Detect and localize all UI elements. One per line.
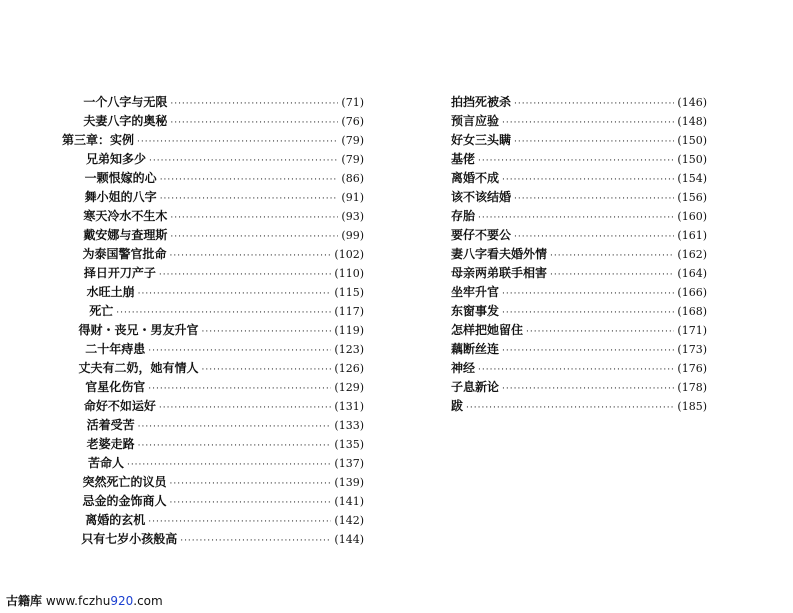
entry-title: 兄弟知多少 bbox=[86, 152, 147, 166]
page-number: (162) bbox=[677, 248, 707, 261]
toc-entry bbox=[62, 93, 364, 112]
entry-title: 跋 bbox=[451, 399, 464, 413]
entry-title: 为泰国警官批命 bbox=[82, 247, 167, 261]
toc-entry bbox=[62, 264, 364, 283]
page-number: (119) bbox=[334, 324, 364, 337]
toc-entry bbox=[451, 169, 707, 188]
entry-title: 离婚不成 bbox=[451, 171, 500, 185]
entry-title: 命好不如运好 bbox=[83, 399, 156, 413]
entry-title: 寒天冷水不生木 bbox=[83, 209, 168, 223]
entry-title: 离婚的玄机 bbox=[85, 513, 146, 527]
entry-title: 东窗事发 bbox=[451, 304, 500, 318]
toc-entry bbox=[62, 416, 364, 435]
entry-title: 基佬 bbox=[451, 152, 476, 166]
page-number: (129) bbox=[334, 381, 364, 394]
toc-entry bbox=[451, 131, 707, 150]
toc-entry bbox=[451, 93, 707, 112]
entry-title: 二十年痔患 bbox=[85, 342, 146, 356]
page-number: (144) bbox=[334, 533, 364, 546]
entry-title: 老婆走路 bbox=[86, 437, 135, 451]
page-number: (146) bbox=[677, 96, 707, 109]
page-number: (156) bbox=[677, 191, 707, 204]
toc-entry bbox=[451, 150, 707, 169]
toc-entry bbox=[62, 473, 364, 492]
footer-site-name: 古籍库 bbox=[6, 594, 43, 608]
watermark-footer bbox=[6, 592, 163, 609]
toc-entry bbox=[62, 150, 364, 169]
page-number: (185) bbox=[677, 400, 707, 413]
entry-title: 苦命人 bbox=[87, 456, 124, 470]
entry-title: 好女三头瞒 bbox=[451, 133, 512, 147]
page-number: (173) bbox=[677, 343, 707, 356]
toc-entry bbox=[62, 131, 364, 150]
entry-title: 活着受苦 bbox=[86, 418, 135, 432]
entry-title: 要仔不要公 bbox=[451, 228, 512, 242]
page-number: (79) bbox=[341, 153, 364, 166]
entry-title: 预言应验 bbox=[451, 114, 500, 128]
entry-title: 突然死亡的议员 bbox=[82, 475, 167, 489]
entry-title: 舞小姐的八字 bbox=[84, 190, 157, 204]
toc-entry bbox=[62, 340, 364, 359]
entry-title: 该不该结婚 bbox=[451, 190, 512, 204]
page-number: (154) bbox=[677, 172, 707, 185]
toc-entry bbox=[62, 359, 364, 378]
page-number: (142) bbox=[334, 514, 364, 527]
page-number: (91) bbox=[341, 191, 364, 204]
toc-entry bbox=[451, 188, 707, 207]
page-number: (126) bbox=[334, 362, 364, 375]
toc-entry bbox=[62, 378, 364, 397]
entry-title: 官星化伤官 bbox=[85, 380, 146, 394]
toc-entry bbox=[62, 435, 364, 454]
entry-title: 坐牢升官 bbox=[451, 285, 500, 299]
toc-entry bbox=[451, 245, 707, 264]
page-number: (102) bbox=[334, 248, 364, 261]
entry-title: 妻八字看夫婚外情 bbox=[451, 247, 548, 261]
entry-title: 夫妻八字的奥秘 bbox=[83, 114, 168, 128]
entry-title: 拍挡死被杀 bbox=[451, 95, 512, 109]
entry-title: 一颗恨嫁的心 bbox=[84, 171, 157, 185]
entry-title: 子息新论 bbox=[451, 380, 500, 394]
page-number: (71) bbox=[341, 96, 364, 109]
entry-title: 母亲两弟联手相害 bbox=[451, 266, 548, 280]
toc-entry bbox=[62, 245, 364, 264]
entry-title: 只有七岁小孩般高 bbox=[81, 532, 178, 546]
toc-entry bbox=[62, 112, 364, 131]
toc-entry bbox=[451, 283, 707, 302]
page-number: (76) bbox=[341, 115, 364, 128]
toc-entry bbox=[451, 207, 707, 226]
entry-title: 戴安娜与查理斯 bbox=[83, 228, 168, 242]
page-number: (123) bbox=[334, 343, 364, 356]
page-number: (137) bbox=[334, 457, 364, 470]
page-number: (117) bbox=[334, 305, 364, 318]
page-number: (141) bbox=[334, 495, 364, 508]
page-number: (115) bbox=[334, 286, 364, 299]
toc-left-column bbox=[62, 93, 364, 549]
toc-entry bbox=[451, 359, 707, 378]
page-number: (139) bbox=[334, 476, 364, 489]
page-number: (171) bbox=[677, 324, 707, 337]
dot-leader bbox=[466, 399, 674, 418]
entry-title: 水旺土崩 bbox=[86, 285, 135, 299]
page-number: (178) bbox=[677, 381, 707, 394]
toc-entry bbox=[451, 397, 707, 416]
toc-entry bbox=[62, 492, 364, 511]
page-number: (164) bbox=[677, 267, 707, 280]
toc-right-column bbox=[451, 93, 707, 416]
entry-title: 得财・丧兄・男友升官 bbox=[78, 323, 199, 337]
toc-entry bbox=[62, 226, 364, 245]
entry-title: 忌金的金饰商人 bbox=[82, 494, 167, 508]
toc-entry bbox=[62, 188, 364, 207]
entry-title: 丈夫有二奶，她有情人 bbox=[78, 361, 199, 375]
toc-entry bbox=[62, 397, 364, 416]
page-number: (110) bbox=[334, 267, 364, 280]
toc-entry bbox=[62, 302, 364, 321]
toc-entry bbox=[451, 226, 707, 245]
entry-title: 死亡 bbox=[89, 304, 114, 318]
page-number: (176) bbox=[677, 362, 707, 375]
dot-leader bbox=[180, 532, 331, 551]
page-number: (135) bbox=[334, 438, 364, 451]
page-number: (79) bbox=[341, 134, 364, 147]
toc-entry bbox=[451, 302, 707, 321]
page-number: (161) bbox=[677, 229, 707, 242]
toc-entry bbox=[451, 264, 707, 283]
page-number: (166) bbox=[677, 286, 707, 299]
toc-entry bbox=[451, 340, 707, 359]
page-number: (150) bbox=[677, 134, 707, 147]
toc-entry bbox=[62, 454, 364, 473]
entry-title: 怎样把她留住 bbox=[451, 323, 524, 337]
toc-entry bbox=[62, 207, 364, 226]
entry-title: 实例 bbox=[110, 133, 135, 147]
toc-entry bbox=[62, 169, 364, 188]
toc-entry bbox=[62, 283, 364, 302]
entry-title: 择日开刀产子 bbox=[83, 266, 156, 280]
page-number: (93) bbox=[341, 210, 364, 223]
toc-entry bbox=[451, 321, 707, 340]
toc-entry bbox=[62, 321, 364, 340]
page-number: (86) bbox=[341, 172, 364, 185]
entry-title: 藕断丝连 bbox=[451, 342, 500, 356]
toc-entry bbox=[451, 378, 707, 397]
page-number: (133) bbox=[334, 419, 364, 432]
entry-title: 神经 bbox=[451, 361, 476, 375]
page-number: (99) bbox=[341, 229, 364, 242]
page-number: (168) bbox=[677, 305, 707, 318]
toc-entry bbox=[62, 511, 364, 530]
page-number: (150) bbox=[677, 153, 707, 166]
footer-url: www.fczhu920.com bbox=[45, 594, 163, 608]
toc-entry bbox=[451, 112, 707, 131]
toc-entry bbox=[62, 530, 364, 549]
entry-title: 一个八字与无限 bbox=[83, 95, 168, 109]
page-number: (148) bbox=[677, 115, 707, 128]
entry-title: 存胎 bbox=[451, 209, 476, 223]
chapter-label: 第三章： bbox=[62, 133, 111, 147]
page-number: (131) bbox=[334, 400, 364, 413]
page-number: (160) bbox=[677, 210, 707, 223]
